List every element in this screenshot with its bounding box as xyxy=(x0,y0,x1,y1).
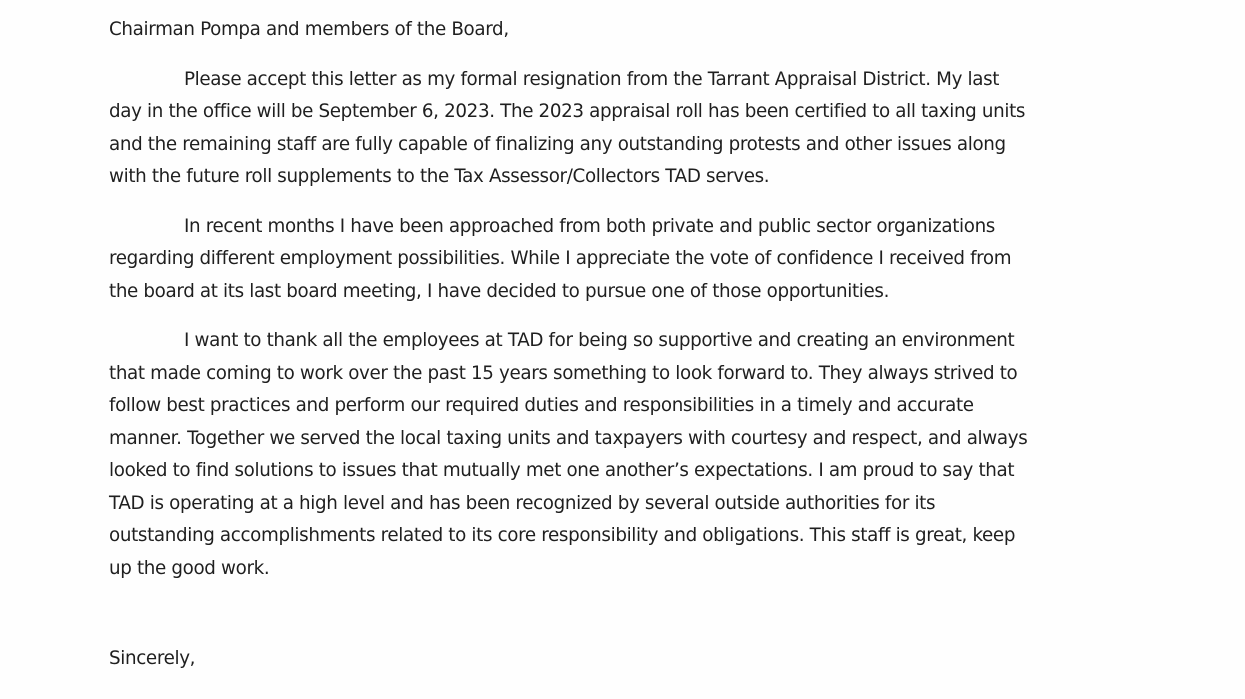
text-line: that made coming to work over the past 15 years something to look forward to. They always strived to xyxy=(109,362,1018,384)
text-line: with the future roll supplements to the Tax Assessor/Collectors TAD serves. xyxy=(109,166,770,187)
closing: Sincerely, xyxy=(109,648,196,669)
paragraph-thanks xyxy=(109,325,1159,585)
text-line: TAD is operating at a high level and has been recognized by several outside authorities for its xyxy=(109,492,936,514)
text-line: and the remaining staff are fully capable of finalizing any outstanding protests and other issues along xyxy=(109,133,1006,155)
paragraph-opportunities xyxy=(109,211,1159,309)
text-line: I want to thank all the employees at TAD for being so supportive and creating an environment xyxy=(184,330,1015,351)
text-line: Please accept this letter as my formal resignation from the Tarrant Appraisal District. My last xyxy=(184,68,1000,90)
text-line: up the good work. xyxy=(109,557,270,579)
text-line: day in the office will be September 6, 2023. The 2023 appraisal roll has been certified to all taxing units xyxy=(109,101,1026,122)
text-line: looked to find solutions to issues that mutually met one another’s expectations. I am proud to say that xyxy=(109,460,1015,481)
text-line: In recent months I have been approached from both private and public sector organizations xyxy=(184,215,995,237)
text-line: manner. Together we served the local taxing units and taxpayers with courtesy and respect, and always xyxy=(109,427,1028,449)
resignation-letter xyxy=(109,14,1159,602)
salutation: Chairman Pompa and members of the Board, xyxy=(109,19,509,40)
text-line: the board at its last board meeting, I have decided to pursue one of those opportunities. xyxy=(109,280,890,302)
paragraph-resignation xyxy=(109,64,1159,194)
text-line: follow best practices and perform our required duties and responsibilities in a timely and accurate xyxy=(109,395,974,416)
text-line: regarding different employment possibilities. While I appreciate the vote of confidence I received from xyxy=(109,248,1012,269)
text-line: outstanding accomplishments related to its core responsibility and obligations. This staff is great, keep xyxy=(109,525,1016,546)
